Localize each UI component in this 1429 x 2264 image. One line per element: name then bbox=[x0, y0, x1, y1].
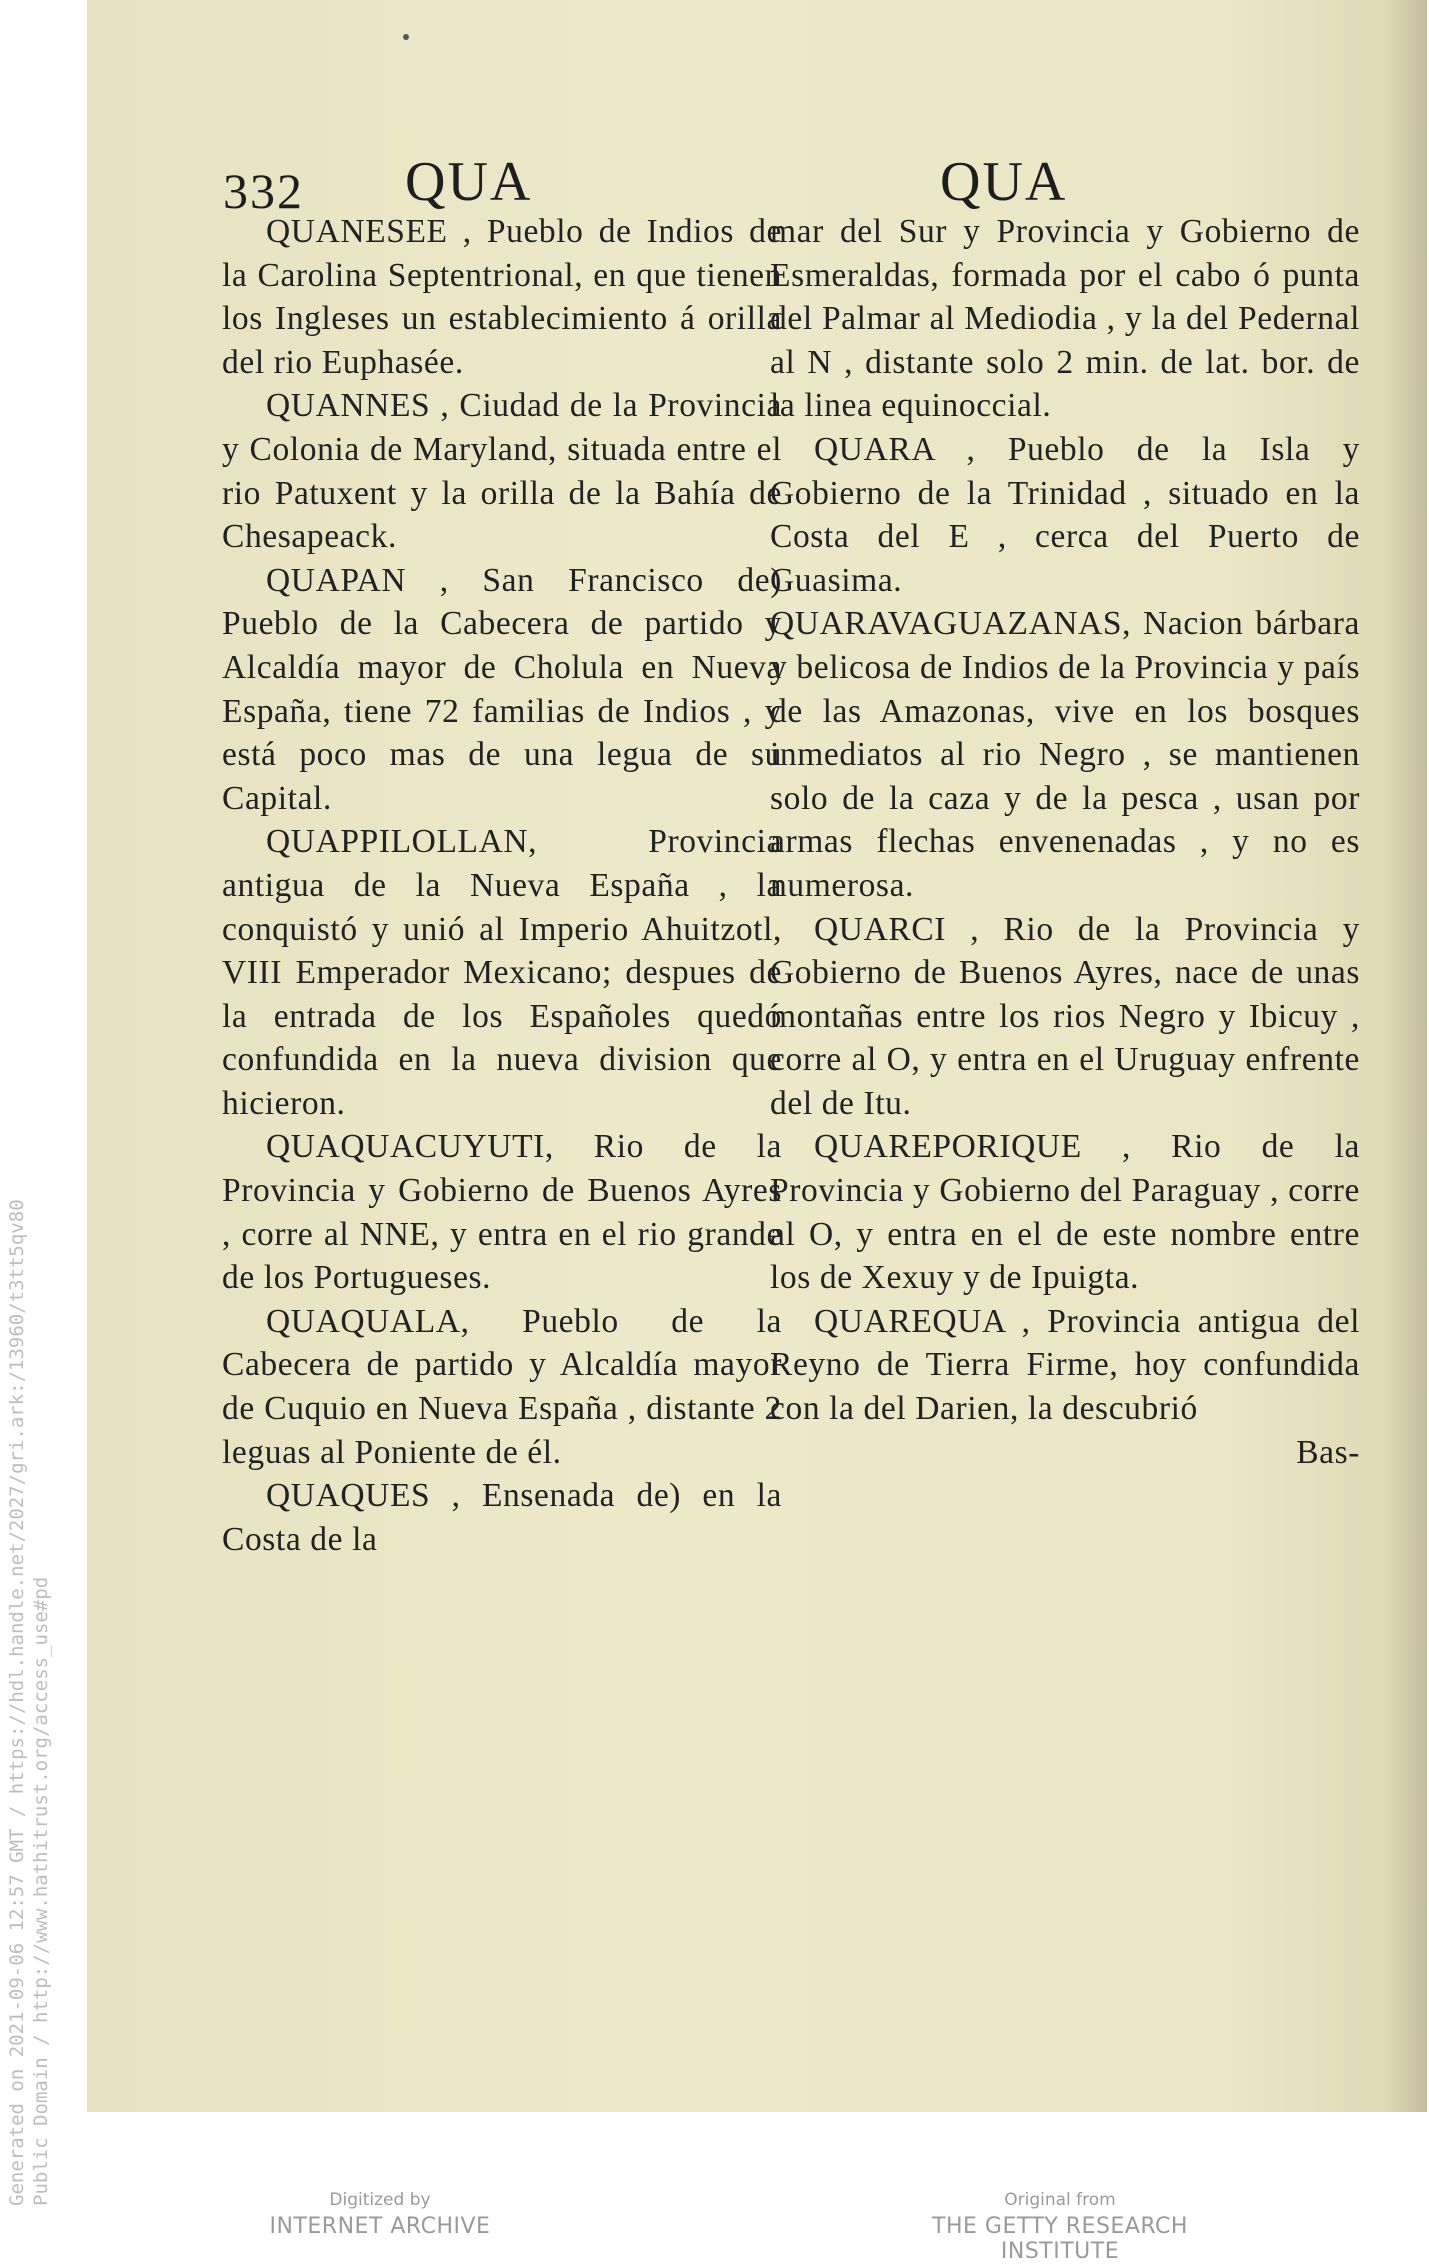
entry-quaquacuyuti: QUAQUACUYUTI, Rio de la Provincia y Gobierno de Buenos Ayres , corre al NNE, y entra en el rio grande de los Portugueses. bbox=[222, 1128, 782, 1297]
right-column bbox=[770, 210, 1360, 1474]
internet-archive-label: INTERNET ARCHIVE bbox=[269, 2214, 491, 2239]
original-from-credit bbox=[870, 2190, 1250, 2264]
entry-quappilollan: QUAPPILOLLAN, Provincia antigua de la Nueva España , la conquistó y unió al Imperio Ahuitzotl, VIII Emperador Mexicano; despues de la entrada de los Españoles quedó confundida en la nueva division que hicieron. bbox=[222, 823, 782, 1122]
entry-quaques: QUAQUES , Ensenada de) en la Costa de la bbox=[222, 1477, 782, 1558]
getty-institute-label: THE GETTY RESEARCH INSTITUTE bbox=[932, 2214, 1188, 2264]
entry-quannes: QUANNES , Ciudad de la Provincia y Colonia de Maryland, situada entre el rio Patuxent y la orilla de la Bahía de Chesapeack. bbox=[222, 387, 782, 556]
hathitrust-stamp bbox=[0, 1090, 60, 2210]
digitized-by-credit bbox=[210, 2190, 550, 2239]
catchword: Bas- bbox=[1296, 1433, 1360, 1471]
entry-quara: QUARA , Pueblo de la Isla y Gobierno de la Trinidad , situado en la Costa del E , cerca del Puerto de Guasima. bbox=[770, 430, 1360, 599]
entry-quapan: QUAPAN , San Francisco de) Pueblo de la Cabecera de partido y Alcaldía mayor de Cholula en Nueva España, tiene 72 familias de Indios , y está poco mas de una legua de su Capital. bbox=[222, 561, 782, 817]
entry-quaravaguazanas: QUARAVAGUAZANAS, Nacion bárbara y belicosa de Indios de la Provincia y país de las Amazonas, vive en los bosques inmediatos al rio Negro , se mantienen solo de la caza y de la pesca , usan por armas flechas envenenadas , y no es numerosa. bbox=[770, 605, 1360, 904]
digitized-by-label: Digitized by bbox=[329, 2190, 431, 2210]
stamp-line-generated: Generated on 2021-09-06 12:57 GMT / https://hdl.handle.net/2027/gri.ark:/13960/t3tt5qv80 bbox=[6, 1199, 28, 2206]
page-number: 332 bbox=[223, 163, 304, 219]
ink-speck bbox=[403, 34, 409, 40]
entry-quarci: QUARCI , Rio de la Provincia y Gobierno de Buenos Ayres, nace de unas montañas entre los rios Negro y Ibicuy , corre al O, y entra en el Uruguay enfrente del de Itu. bbox=[770, 910, 1360, 1122]
entry-quaquala: QUAQUALA, Pueblo de la Cabecera de partido y Alcaldía mayor de Cuquio en Nueva España , distante 2 leguas al Poniente de él. bbox=[222, 1302, 782, 1471]
original-from-label: Original from bbox=[1004, 2190, 1116, 2210]
stamp-line-rights: Public Domain / http://www.hathitrust.org/access_use#pd bbox=[30, 1576, 52, 2206]
running-head-left: QUA bbox=[405, 151, 533, 213]
entry-quaques-continued: mar del Sur y Provincia y Gobierno de Esmeraldas, formada por el cabo ó punta del Palmar al Mediodia , y la del Pedernal al N , distante solo 2 min. de lat. bor. de la linea equinoccial. bbox=[770, 213, 1360, 425]
entry-quareporique: QUAREPORIQUE , Rio de la Provincia y Gobierno del Paraguay , corre al O, y entra en el de este nombre entre los de Xexuy y de Ipuigta. bbox=[770, 1128, 1360, 1297]
entry-quanesee: QUANESEE , Pueblo de Indios de la Carolina Septentrional, en que tienen los Ingleses un establecimiento á orilla del rio Euphasée. bbox=[222, 213, 782, 381]
page-edge-shadow bbox=[1385, 0, 1427, 2112]
running-head-right: QUA bbox=[940, 151, 1068, 213]
entry-quarequa: QUAREQUA , Provincia antigua del Reyno de Tierra Firme, hoy confundida con la del Darien, la descubrió bbox=[770, 1302, 1360, 1428]
left-column bbox=[222, 210, 782, 1561]
